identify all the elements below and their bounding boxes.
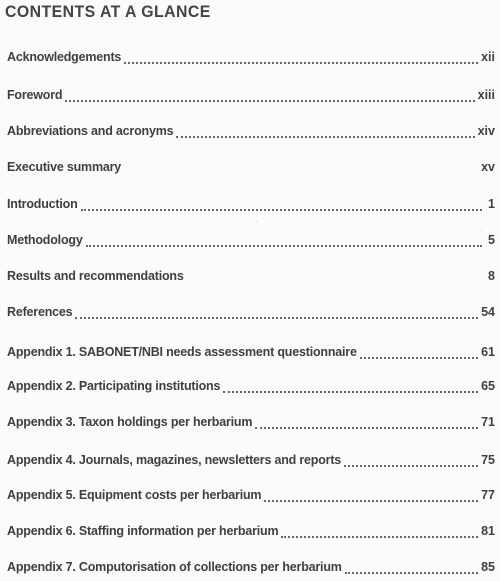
toc-entry-page: 54 xyxy=(481,305,495,319)
toc-entry-page: xiii xyxy=(477,88,495,102)
toc-entry-title: Appendix 4. Journals, magazines, newsletters and reports xyxy=(7,453,342,467)
toc-entry-page: 75 xyxy=(481,453,495,467)
toc-entry-title: Methodology xyxy=(7,233,83,247)
dot-leader xyxy=(86,236,482,247)
toc-entry-title: Appendix 2. Participating institutions xyxy=(7,379,221,393)
toc-entry-page: xii xyxy=(481,50,495,64)
toc-entry-page: 85 xyxy=(481,560,495,574)
toc-entry-page: 61 xyxy=(481,345,495,359)
toc-entry-page: 1 xyxy=(488,197,495,211)
toc-entry-title: Foreword xyxy=(7,88,63,102)
dot-leader xyxy=(281,527,478,538)
page-title: CONTENTS AT A GLANCE xyxy=(5,2,211,21)
scan-speck xyxy=(480,230,482,232)
toc-entry-page: xv xyxy=(481,160,495,174)
dot-leader xyxy=(264,491,478,502)
dot-leader xyxy=(344,456,478,467)
toc-entry-title: References xyxy=(7,305,73,319)
dot-leader xyxy=(255,418,478,429)
dot-leader xyxy=(360,348,478,359)
dot-leader xyxy=(65,91,474,102)
toc-entry-page: 77 xyxy=(481,488,495,502)
toc-entry[interactable] xyxy=(7,197,495,215)
toc-entry-title: Results and recommendations xyxy=(7,269,184,283)
toc-entry-title: Appendix 6. Staffing information per herbarium xyxy=(7,524,279,538)
toc-entry[interactable] xyxy=(7,415,495,433)
toc-entry[interactable] xyxy=(7,160,495,178)
toc-entry-page: xiv xyxy=(477,124,495,138)
toc-entry-title: Acknowledgements xyxy=(7,50,122,64)
dot-leader xyxy=(176,127,474,138)
toc-entry[interactable] xyxy=(7,345,495,363)
dot-leader xyxy=(81,200,482,211)
scan-speck xyxy=(255,220,258,223)
toc-entry-page: 5 xyxy=(488,233,495,247)
toc-entry-title: Executive summary xyxy=(7,160,122,174)
toc-entry[interactable] xyxy=(7,488,495,506)
toc-entry[interactable] xyxy=(7,124,495,142)
toc-entry[interactable] xyxy=(7,269,495,287)
toc-entry[interactable] xyxy=(7,233,495,251)
toc-entry[interactable] xyxy=(7,379,495,397)
toc-entry-page: 65 xyxy=(481,379,495,393)
toc-entry[interactable] xyxy=(7,305,495,323)
toc-entry-page: 71 xyxy=(481,415,495,429)
toc-entry[interactable] xyxy=(7,453,495,471)
dot-leader xyxy=(124,53,478,64)
toc-entry-title: Appendix 1. SABONET/NBI needs assessment questionnaire xyxy=(7,345,357,359)
toc-entry[interactable] xyxy=(7,560,495,578)
toc-entry-title: Appendix 5. Equipment costs per herbarium xyxy=(7,488,262,502)
toc-entry[interactable] xyxy=(7,88,495,106)
dot-leader xyxy=(345,563,478,574)
toc-entry[interactable] xyxy=(7,50,495,68)
toc-entry-title: Abbreviations and acronyms xyxy=(7,124,174,138)
toc-entry-title: Appendix 7. Computorisation of collections per herbarium xyxy=(7,560,342,574)
dot-leader xyxy=(223,382,478,393)
dot-leader xyxy=(75,308,478,319)
toc-entry[interactable] xyxy=(7,524,495,542)
toc-entry-title: Introduction xyxy=(7,197,78,211)
toc-entry-page: 8 xyxy=(488,269,495,283)
toc-entry-title: Appendix 3. Taxon holdings per herbarium xyxy=(7,415,253,429)
toc-entry-page: 81 xyxy=(481,524,495,538)
